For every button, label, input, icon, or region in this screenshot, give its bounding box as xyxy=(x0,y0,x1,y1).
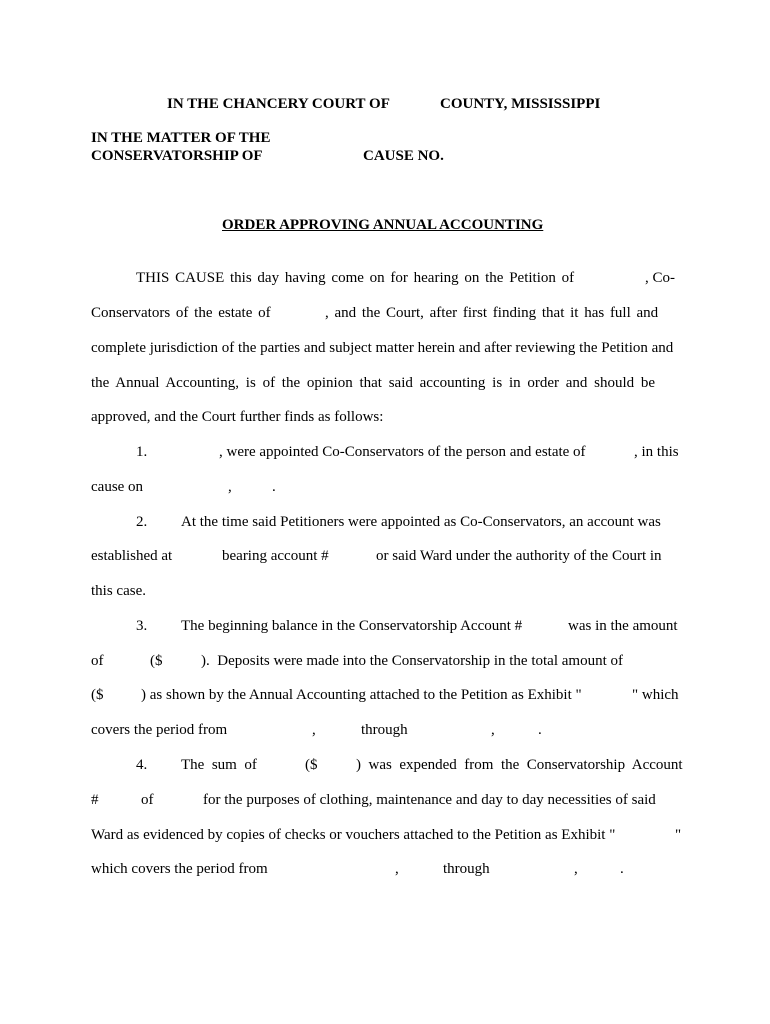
court-heading: IN THE CHANCERY COURT OF xyxy=(167,96,390,112)
para-3-text-h: " which xyxy=(632,687,679,703)
para-2-text-c: bearing account # xyxy=(222,548,329,564)
para-3-text-j: , xyxy=(312,722,316,738)
intro-line-5: approved, and the Court further finds as follows: xyxy=(91,409,384,425)
para-3-text-f: ($ xyxy=(91,687,104,703)
para-2-text-b: established at xyxy=(91,548,173,564)
para-4-text-g: Ward as evidenced by copies of checks or vouchers attached to the Petition as Exhibit " xyxy=(91,827,616,843)
para-4-text-a: The sum of xyxy=(181,757,257,773)
para-1-text-a: , were appointed Co-Conservators of the person and estate of xyxy=(219,444,586,460)
intro-line-3: complete jurisdiction of the parties and subject matter herein and after reviewing the Petition and xyxy=(91,340,674,356)
para-3-number: 3. xyxy=(136,618,148,634)
para-4-text-l: , xyxy=(574,861,578,877)
para-3-text-a: The beginning balance in the Conservatorship Account # xyxy=(181,618,523,634)
para-4-text-b: ($ xyxy=(305,757,318,773)
para-3-text-b: was in the amount xyxy=(568,618,678,634)
intro-line-1a: THIS CAUSE this day having come on for hearing on the Petition of xyxy=(136,270,575,286)
para-3-text-k: through xyxy=(361,722,408,738)
para-2-number: 2. xyxy=(136,514,148,530)
para-4-text-m: . xyxy=(620,861,624,877)
para-3-text-c: of xyxy=(91,653,104,669)
para-4-text-k: through xyxy=(443,861,490,877)
intro-line-2a: Conservators of the estate of xyxy=(91,305,271,321)
para-4-number: 4. xyxy=(136,757,148,773)
para-4-text-f: for the purposes of clothing, maintenance and day to day necessities of said xyxy=(203,792,656,808)
matter-line-1: IN THE MATTER OF THE xyxy=(91,130,271,146)
para-1-number: 1. xyxy=(136,444,148,460)
para-1-text-e: . xyxy=(272,479,276,495)
para-2-text-a: At the time said Petitioners were appointed as Co-Conservators, an account was xyxy=(181,514,661,530)
para-2-text-e: this case. xyxy=(91,583,146,599)
para-4-text-c: ) was expended from the Conservatorship Account xyxy=(356,757,683,773)
para-4-text-j: , xyxy=(395,861,399,877)
para-3-text-m: . xyxy=(538,722,542,738)
para-4-text-e: of xyxy=(141,792,154,808)
document-title: ORDER APPROVING ANNUAL ACCOUNTING xyxy=(222,217,544,233)
para-4-text-h: " xyxy=(675,827,682,843)
para-1-text-c: cause on xyxy=(91,479,144,495)
county-heading: COUNTY, MISSISSIPPI xyxy=(440,96,601,112)
matter-line-2: CONSERVATORSHIP OF xyxy=(91,148,263,164)
para-3-text-i: covers the period from xyxy=(91,722,228,738)
para-2-text-d: or said Ward under the authority of the Court in xyxy=(376,548,662,564)
para-1-text-d: , xyxy=(228,479,232,495)
intro-line-4: the Annual Accounting, is of the opinion that said accounting is in order and should be xyxy=(91,375,656,391)
para-1-text-b: , in this xyxy=(634,444,679,460)
para-3-text-d: ($ xyxy=(150,653,163,669)
para-3-text-l: , xyxy=(491,722,495,738)
para-3-text-e: ). Deposits were made into the Conservatorship in the total amount of xyxy=(201,653,623,669)
para-3-text-g: ) as shown by the Annual Accounting attached to the Petition as Exhibit " xyxy=(141,687,582,703)
para-4-text-i: which covers the period from xyxy=(91,861,268,877)
intro-line-1b: , Co- xyxy=(645,270,675,286)
intro-line-2b: , and the Court, after first finding that it has full and xyxy=(325,305,659,321)
cause-number: CAUSE NO. xyxy=(363,148,444,164)
para-4-text-d: # xyxy=(91,792,99,808)
